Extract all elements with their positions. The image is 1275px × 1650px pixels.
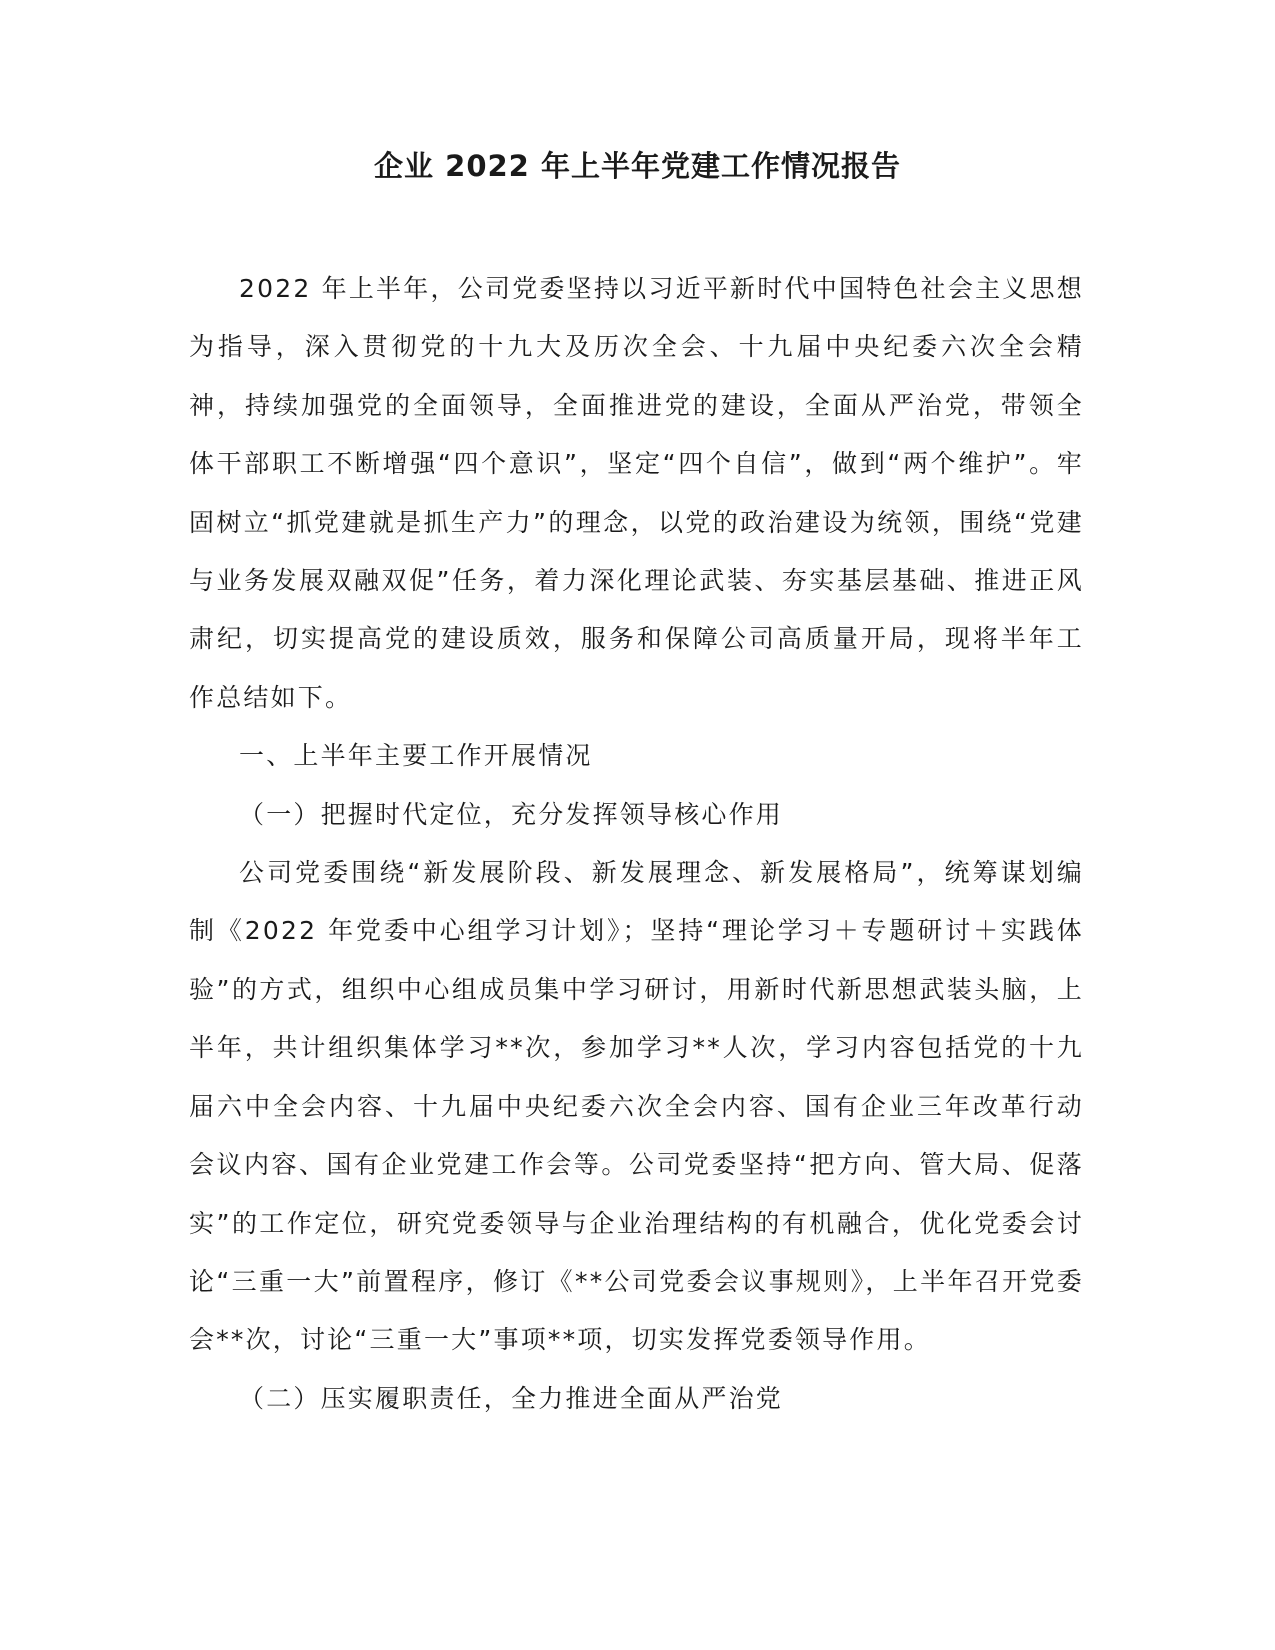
subsection-body-1: 公司党委围绕“新发展阶段、新发展理念、新发展格局”，统筹谋划编制《2022 年党委中心组学习计划》；坚持“理论学习＋专题研讨＋实践体验”的方式，组织中心组成员集中学习研讨，用新时代新思想武装头脑，上半年，共计组织集体学习**次，参加学习**人次，学习内容包括党的十九届六中全会内容、十九届中央纪委六次全会内容、国有企业三年改革行动会议内容、国有企业党建工作会等。公司党委坚持“把方向、管大局、促落实”的工作定位，研究党委领导与企业治理结构的有机融合，优化党委会讨论“三重一大”前置程序，修订《**公司党委会议事规则》，上半年召开党委会**次，讨论“三重一大”事项**项，切实发挥党委领导作用。 bbox=[189, 858, 1084, 1355]
subsection-heading-1: （一）把握时代定位，充分发挥领导核心作用 bbox=[239, 799, 784, 829]
document-title: 企业 2022 年上半年党建工作情况报告 bbox=[374, 149, 901, 183]
intro-paragraph: 2022 年上半年，公司党委坚持以习近平新时代中国特色社会主义思想为指导，深入贯彻党的十九大及历次全会、十九届中央纪委六次全会精神，持续加强党的全面领导，全面推进党的建设，全面从严治党，带领全体干部职工不断增强“四个意识”，坚定“四个自信”，做到“两个维护”。牢固树立“抓党建就是抓生产力”的理念，以党的政治建设为统领，围绕“党建与业务发展双融双促”任务，着力深化理论武装、夯实基层基础、推进正风肃纪，切实提高党的建设质效，服务和保障公司高质量开局，现将半年工作总结如下。 bbox=[189, 274, 1084, 712]
section-heading-1: 一、上半年主要工作开展情况 bbox=[239, 741, 593, 771]
document-body bbox=[189, 260, 1084, 1428]
subsection-heading-2: （二）压实履职责任，全力推进全面从严治党 bbox=[239, 1383, 784, 1413]
